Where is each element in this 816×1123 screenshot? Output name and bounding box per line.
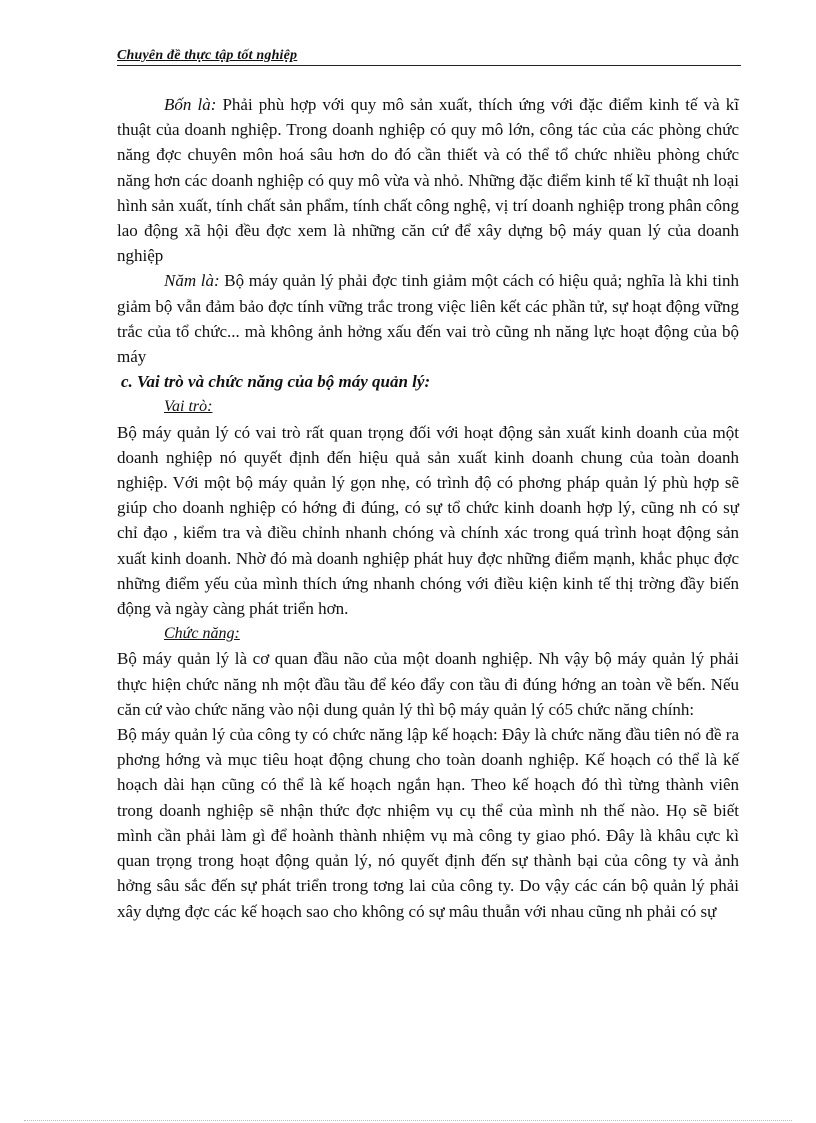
paragraph-text: Bộ máy quản lý phải đợc tinh giảm một cách có hiệu quả; nghĩa là khi tinh giảm bộ vẫn đảm bảo đợc tính vững trắc trong việc liên kết các phần tử, sự hoạt động vững trắc của tổ chức... mà không ảnh hởng xấu đến vai trò cũng nh năng lực hoạt động của bộ máy: [117, 271, 739, 367]
paragraph-vai-tro: Bộ máy quản lý có vai trò rất quan trọng đối với hoạt động sản xuất kinh doanh của một doanh nghiệp nó quyết định đến hiệu quả sản xuất kinh doanh chung của toàn doanh nghiệp. Với một bộ máy quản lý gọn nhẹ, có trình độ có phơng pháp quản lý phù hợp sẽ giúp cho doanh nghiệp có hớng đi đúng, có sự tổ chức kinh doanh hợp lý, cũng nh có sự chỉ đạo , kiểm tra và điều chỉnh nhanh chóng và chính xác trong quá trình hoạt động sản xuất kinh doanh. Nhờ đó mà doanh nghiệp phát huy đợc những điểm mạnh, khắc phục đợc những điểm yếu của mình thích ứng nhanh chóng với điều kiện kinh tế thị trờng đầy biến động và ngày càng phát triển hơn.: [117, 422, 739, 619]
document-body: [117, 92, 739, 924]
subheading-chuc-nang: Chức năng:: [164, 625, 240, 643]
paragraph-lap-ke-hoach: Bộ máy quản lý của công ty có chức năng lập kế hoạch: Đây là chức năng đầu tiên nó đề ra phơng hớng và mục tiêu hoạt động chung cho toàn doanh nghiệp. Kế hoạch có thể là kế hoạch dài hạn cũng có thể là kế hoạch ngắn hạn. Theo kế hoạch đó thì từng thành viên trong doanh nghiệp sẽ nhận thức đợc nhiệm vụ cụ thể của mình nh thế nào. Họ sẽ biết mình cần phải làm gì để hoành thành nhiệm vụ mà công ty giao phó. Đây là khâu cực kì quan trọng trong hoạt động quản lý, nó quyết định đến sự thành bại của công ty và ảnh hởng sâu sắc đến sự phát triển trong tơng lai của công ty. Do vậy các cán bộ quản lý phải xây dựng đợc các kế hoạch sao cho không có sự mâu thuẫn với nhau cũng nh phải có sự: [117, 725, 739, 921]
paragraph-nam-la: [117, 268, 739, 369]
section-heading: c. Vai trò và chức năng của bộ máy quản lý:: [121, 372, 431, 392]
paragraph-chuc-nang: Bộ máy quản lý là cơ quan đầu não của một doanh nghiệp. Nh vậy bộ máy quản lý phải thực hiện chức năng nh một đầu tầu để kéo đẩy con tầu đi đúng hớng an toàn về bến. Nếu căn cứ vào chức năng vào nội dung quản lý thì bộ máy quản lý có5 chức năng chính:: [117, 649, 739, 719]
paragraph-bon-la: [117, 92, 739, 268]
header-title: Chuyên đề thực tập tốt nghiệp: [117, 48, 298, 63]
page-bottom-rule: [24, 1120, 792, 1121]
page-header: [117, 48, 741, 66]
paragraph-label: Năm là:: [164, 271, 220, 291]
paragraph-text: Phải phù hợp với quy mô sản xuất, thích ứng với đặc điểm kinh tế và kĩ thuật của doanh nghiệp. Trong doanh nghiệp có quy mô lớn, công tác của các phòng chức năng đợc chuyên môn hoá sâu hơn do đó cần thiết và có thể tổ chức nhiều phòng chức năng hơn các doanh nghiệp có quy mô vừa và nhỏ. Những đặc điểm kinh tế kĩ thuật nh loại hình sản xuất, tính chất sản phẩm, tính chất công nghệ, vị trí doanh nghiệp trong phân công lao động xã hội đều đợc xem là những căn cứ để xây dựng bộ máy quan lý của doanh nghiệp: [117, 95, 739, 266]
subheading-vai-tro: Vai trò:: [164, 398, 213, 416]
paragraph-label: Bốn là:: [164, 95, 217, 114]
